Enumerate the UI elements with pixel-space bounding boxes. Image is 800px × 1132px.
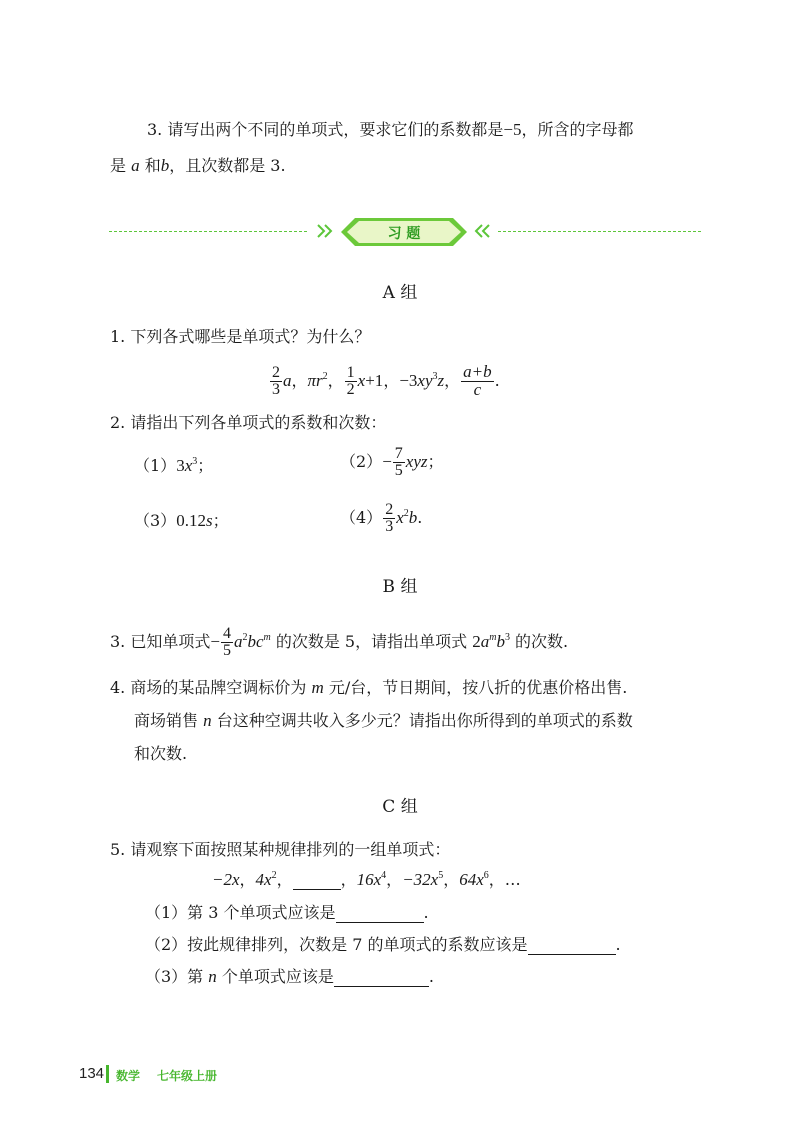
group-a-heading: A 组 — [382, 283, 418, 303]
footer-subject: 数学 — [116, 1069, 141, 1083]
intro-line-1: 3. 请写出两个不同的单项式，要求它们的系数都是−5，所含的字母都 — [147, 120, 634, 139]
answer-blank — [334, 986, 429, 987]
question-2-item-2: （2）− $\frac{7}{5}$ xyz； — [340, 445, 444, 479]
sequence-blank — [293, 889, 341, 890]
question-5-sequence: −2x，$4x^2$， ，$16x^4$，$-32x^5$，$64x^6$，… — [212, 870, 521, 889]
footer-divider — [106, 1065, 109, 1083]
fraction: $\frac{2}{3}$ — [272, 364, 280, 398]
question-1-text: 1. 下列各式哪些是单项式？为什么？ — [110, 327, 371, 346]
page-number: 134 — [79, 1065, 105, 1082]
footer-grade: 七年级上册 — [157, 1069, 218, 1083]
question-5-sub-2: （2）按此规律排列，次数是 7 的单项式的系数应该是 . — [145, 935, 621, 954]
banner-dash-left — [109, 231, 307, 232]
fraction: $\frac{2}{3}$ — [385, 501, 394, 535]
question-2-item-1: $(1)3x^3$； — [134, 456, 214, 475]
question-4-line-2: 商场销售 n 台这种空调共收入多少元？请指出你所得到的单项式的系数 — [134, 711, 633, 730]
question-2-item-3: （3）0.12s； — [134, 511, 229, 530]
question-3-text: 3. 已知单项式− $\frac{4}{5}$ $a^2bc^m$ 的次数是 5，请指出单项式 $2a^mb^3$ 的次数. — [110, 625, 569, 659]
banner-title: 习 题 — [387, 226, 421, 242]
fraction: $\frac{1}{2}$ — [346, 364, 355, 398]
question-5-text: 5. 请观察下面按照某种规律排列的一组单项式： — [110, 840, 451, 859]
fraction: $\frac{a+b}{c}$ — [463, 362, 492, 399]
double-chevron-right-icon — [318, 225, 331, 237]
question-1-expressions: $\frac{2}{3}$ a，$\pi r^2$， $\frac{1}{2}$ x+1，$-3xy^3z$， $\frac{a+b}{c}$ . — [272, 362, 500, 399]
banner-dash-right — [498, 231, 701, 232]
question-4-line-3: 和次数. — [134, 744, 188, 763]
answer-blank — [336, 922, 424, 923]
question-4-line-1: 4. 商场的某品牌空调标价为 m 元/台，节日期间，按八折的优惠价格出售. — [110, 678, 628, 697]
answer-blank — [528, 954, 616, 955]
question-5-sub-3: （3）第 n 个单项式应该是 . — [145, 967, 434, 986]
double-chevron-left-icon — [476, 225, 489, 237]
question-2-text: 2. 请指出下列各单项式的系数和次数： — [110, 413, 387, 432]
group-b-heading: B 组 — [382, 577, 418, 597]
question-2-item-4: （4） $\frac{2}{3}$ $x^2b$. — [340, 501, 423, 535]
intro-line-2: 是 a 和b，且次数都是 3. — [110, 156, 286, 175]
group-c-heading: C 组 — [382, 797, 418, 817]
question-5-sub-1: （1）第 3 个单项式应该是 . — [145, 903, 429, 922]
fraction: $\frac{4}{5}$ — [222, 625, 231, 659]
fraction: $\frac{7}{5}$ — [394, 445, 403, 479]
